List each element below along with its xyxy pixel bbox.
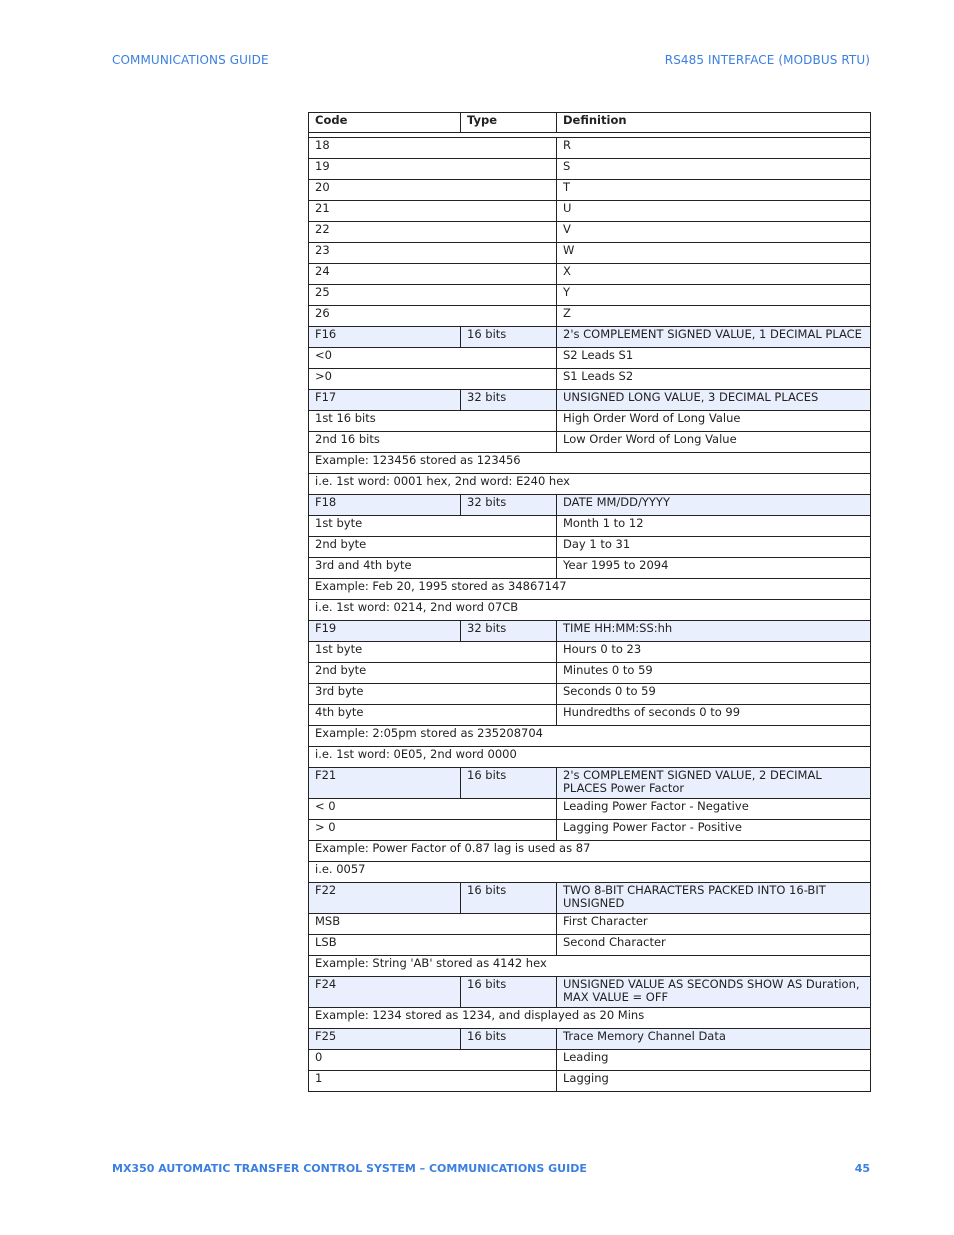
value-cell: 23 (309, 243, 557, 264)
value-row (309, 180, 871, 201)
format-definition-cell: 2's COMPLEMENT SIGNED VALUE, 2 DECIMAL PLACES Power Factor (557, 768, 871, 799)
format-row (309, 495, 871, 516)
format-type-cell: 32 bits (461, 621, 557, 642)
value-row (309, 138, 871, 159)
meaning-cell: Minutes 0 to 59 (557, 663, 871, 684)
format-row (309, 621, 871, 642)
column-header-type: Type (461, 113, 557, 133)
format-code-cell: F24 (309, 977, 461, 1008)
data-format-table (308, 112, 871, 1092)
meaning-cell: Year 1995 to 2094 (557, 558, 871, 579)
value-row (309, 411, 871, 432)
value-cell: 1 (309, 1071, 557, 1092)
footer-title: MX350 AUTOMATIC TRANSFER CONTROL SYSTEM – COMMUNICATIONS GUIDE (112, 1162, 587, 1175)
format-definition-cell: TWO 8-BIT CHARACTERS PACKED INTO 16-BIT UNSIGNED (557, 883, 871, 914)
format-definition-cell: TIME HH:MM:SS:hh (557, 621, 871, 642)
value-cell: 25 (309, 285, 557, 306)
note-row (309, 726, 871, 747)
value-row (309, 1050, 871, 1071)
value-row (309, 799, 871, 820)
value-row (309, 1071, 871, 1092)
value-cell: 21 (309, 201, 557, 222)
value-cell: 3rd byte (309, 684, 557, 705)
format-row (309, 977, 871, 1008)
note-cell: i.e. 1st word: 0214, 2nd word 07CB (309, 600, 871, 621)
meaning-cell: First Character (557, 914, 871, 935)
value-cell: < 0 (309, 799, 557, 820)
value-cell: 4th byte (309, 705, 557, 726)
value-cell: 2nd byte (309, 537, 557, 558)
note-row (309, 579, 871, 600)
value-cell: > 0 (309, 820, 557, 841)
meaning-cell: Month 1 to 12 (557, 516, 871, 537)
value-cell: >0 (309, 369, 557, 390)
note-row (309, 1008, 871, 1029)
format-code-cell: F25 (309, 1029, 461, 1050)
note-cell: i.e. 1st word: 0001 hex, 2nd word: E240 hex (309, 474, 871, 495)
format-type-cell: 32 bits (461, 390, 557, 411)
format-definition-cell: DATE MM/DD/YYYY (557, 495, 871, 516)
meaning-cell: Hours 0 to 23 (557, 642, 871, 663)
value-row (309, 348, 871, 369)
meaning-cell: Leading (557, 1050, 871, 1071)
value-row (309, 306, 871, 327)
format-type-cell: 32 bits (461, 495, 557, 516)
meaning-cell: Second Character (557, 935, 871, 956)
value-cell: 18 (309, 138, 557, 159)
value-row (309, 914, 871, 935)
value-cell: LSB (309, 935, 557, 956)
note-row (309, 453, 871, 474)
meaning-cell: Hundredths of seconds 0 to 99 (557, 705, 871, 726)
table-header-row (309, 113, 871, 133)
value-cell: 2nd 16 bits (309, 432, 557, 453)
meaning-cell: Seconds 0 to 59 (557, 684, 871, 705)
value-row (309, 558, 871, 579)
value-cell: 1st byte (309, 642, 557, 663)
value-row (309, 516, 871, 537)
meaning-cell: Lagging (557, 1071, 871, 1092)
value-cell: <0 (309, 348, 557, 369)
note-row (309, 841, 871, 862)
value-row (309, 684, 871, 705)
value-cell: 19 (309, 159, 557, 180)
value-cell: 2nd byte (309, 663, 557, 684)
note-cell: Example: 2:05pm stored as 235208704 (309, 726, 871, 747)
meaning-cell: X (557, 264, 871, 285)
value-cell: 22 (309, 222, 557, 243)
page-number: 45 (854, 1162, 870, 1175)
value-row (309, 264, 871, 285)
format-code-cell: F19 (309, 621, 461, 642)
format-row (309, 883, 871, 914)
format-type-cell: 16 bits (461, 1029, 557, 1050)
value-row (309, 222, 871, 243)
note-cell: Example: 123456 stored as 123456 (309, 453, 871, 474)
meaning-cell: S (557, 159, 871, 180)
note-cell: i.e. 1st word: 0E05, 2nd word 0000 (309, 747, 871, 768)
meaning-cell: High Order Word of Long Value (557, 411, 871, 432)
value-row (309, 285, 871, 306)
format-code-cell: F18 (309, 495, 461, 516)
value-cell: 24 (309, 264, 557, 285)
value-row (309, 705, 871, 726)
value-cell: 0 (309, 1050, 557, 1071)
meaning-cell: U (557, 201, 871, 222)
running-header-left: COMMUNICATIONS GUIDE (112, 53, 269, 67)
value-row (309, 537, 871, 558)
format-code-cell: F17 (309, 390, 461, 411)
value-row (309, 159, 871, 180)
note-row (309, 474, 871, 495)
format-definition-cell: UNSIGNED VALUE AS SECONDS SHOW AS Duration, MAX VALUE = OFF (557, 977, 871, 1008)
value-row (309, 201, 871, 222)
note-cell: i.e. 0057 (309, 862, 871, 883)
meaning-cell: R (557, 138, 871, 159)
value-cell: 1st byte (309, 516, 557, 537)
note-cell: Example: String 'AB' stored as 4142 hex (309, 956, 871, 977)
note-row (309, 747, 871, 768)
format-definition-cell: UNSIGNED LONG VALUE, 3 DECIMAL PLACES (557, 390, 871, 411)
value-row (309, 243, 871, 264)
running-header-right: RS485 INTERFACE (MODBUS RTU) (664, 53, 870, 67)
meaning-cell: S2 Leads S1 (557, 348, 871, 369)
format-type-cell: 16 bits (461, 768, 557, 799)
meaning-cell: Lagging Power Factor - Positive (557, 820, 871, 841)
format-code-cell: F16 (309, 327, 461, 348)
meaning-cell: V (557, 222, 871, 243)
value-row (309, 935, 871, 956)
value-row (309, 432, 871, 453)
format-type-cell: 16 bits (461, 977, 557, 1008)
format-code-cell: F21 (309, 768, 461, 799)
format-definition-cell: Trace Memory Channel Data (557, 1029, 871, 1050)
value-cell: 26 (309, 306, 557, 327)
format-row (309, 768, 871, 799)
format-code-cell: F22 (309, 883, 461, 914)
value-row (309, 663, 871, 684)
meaning-cell: Leading Power Factor - Negative (557, 799, 871, 820)
meaning-cell: Day 1 to 31 (557, 537, 871, 558)
meaning-cell: Low Order Word of Long Value (557, 432, 871, 453)
meaning-cell: W (557, 243, 871, 264)
meaning-cell: S1 Leads S2 (557, 369, 871, 390)
format-type-cell: 16 bits (461, 327, 557, 348)
format-row (309, 390, 871, 411)
column-header-code: Code (309, 113, 461, 133)
meaning-cell: Y (557, 285, 871, 306)
note-row (309, 600, 871, 621)
value-row (309, 369, 871, 390)
value-cell: MSB (309, 914, 557, 935)
column-header-definition: Definition (557, 113, 871, 133)
format-row (309, 327, 871, 348)
value-row (309, 642, 871, 663)
value-row (309, 820, 871, 841)
meaning-cell: Z (557, 306, 871, 327)
note-cell: Example: Power Factor of 0.87 lag is used as 87 (309, 841, 871, 862)
format-row (309, 1029, 871, 1050)
format-definition-cell: 2's COMPLEMENT SIGNED VALUE, 1 DECIMAL PLACE (557, 327, 871, 348)
value-cell: 1st 16 bits (309, 411, 557, 432)
table-body (309, 133, 871, 1092)
format-type-cell: 16 bits (461, 883, 557, 914)
value-cell: 20 (309, 180, 557, 201)
meaning-cell: T (557, 180, 871, 201)
note-cell: Example: 1234 stored as 1234, and displayed as 20 Mins (309, 1008, 871, 1029)
note-row (309, 862, 871, 883)
note-cell: Example: Feb 20, 1995 stored as 34867147 (309, 579, 871, 600)
value-cell: 3rd and 4th byte (309, 558, 557, 579)
note-row (309, 956, 871, 977)
